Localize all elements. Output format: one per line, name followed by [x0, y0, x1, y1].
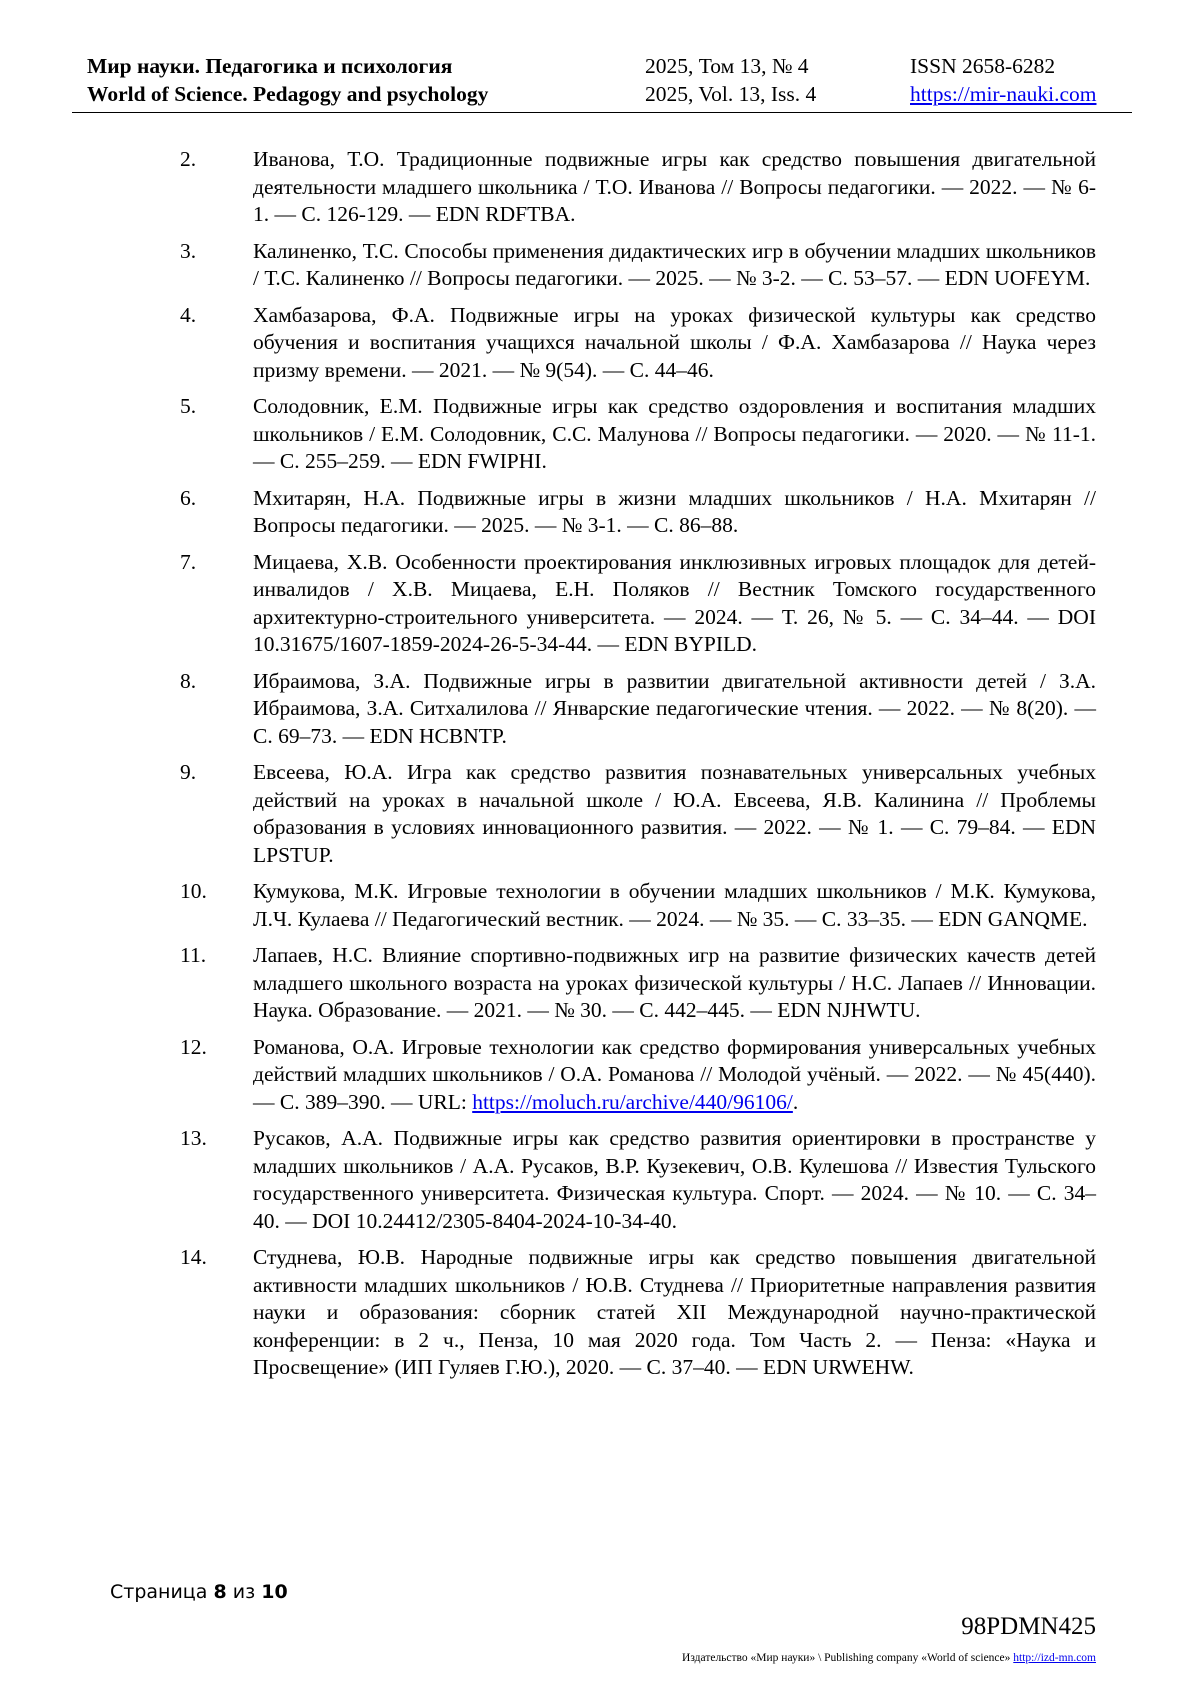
publisher-text: Издательство «Мир науки» \ Publishing company «World of science»	[682, 1652, 1011, 1664]
issue-info-block	[645, 52, 816, 108]
reference-text: Ибраимова, З.А. Подвижные игры в развитии двигательной активности детей / З.А. Ибраимова, З.А. Ситхалилова // Январские педагогические чтения. — 2022. — № 8(20). — С. 69–73. — EDN HCBNTP.	[253, 668, 1096, 748]
reference-text: Калиненко, Т.С. Способы применения дидактических игр в обучении младших школьников / Т.С. Калиненко // Вопросы педагогики. — 2025. — № 3-2. — С. 53–57. — EDN UOFEYM.	[253, 238, 1096, 290]
reference-item	[180, 238, 1096, 293]
reference-item	[180, 759, 1096, 869]
publisher-site-link[interactable]: http://izd-mn.com	[1013, 1652, 1096, 1664]
reference-item	[180, 302, 1096, 385]
reference-number: 9.	[180, 760, 197, 784]
journal-title-ru: Мир науки. Педагогика и психология	[87, 54, 453, 78]
total-pages: 10	[261, 1581, 288, 1603]
journal-website-link[interactable]: https://mir-nauki.com	[910, 82, 1097, 106]
reference-item	[180, 1034, 1096, 1117]
issue-info-ru: 2025, Том 13, № 4	[645, 54, 809, 78]
reference-text: Кумукова, М.К. Игровые технологии в обучении младших школьников / М.К. Кумукова, Л.Ч. Кулаева // Педагогический вестник. — 2024. — № 35. — С. 33–35. — EDN GANQME.	[253, 879, 1096, 931]
issn-number: ISSN 2658-6282	[910, 54, 1056, 78]
current-page-number: 8	[213, 1581, 227, 1603]
reference-number: 8.	[180, 668, 197, 693]
reference-text: Евсеева, Ю.А. Игра как средство развития познавательных универсальных учебных действий на уроках в начальной школе / Ю.А. Евсеева, Я.В. Калинина // Проблемы образования в условиях инновационного развития. — 2022. — № 1. — С. 79–84. — EDN LPSTUP.	[253, 760, 1096, 867]
reference-number: 4.	[180, 302, 197, 327]
reference-number: 7.	[180, 549, 197, 574]
reference-number: 3.	[180, 238, 197, 263]
journal-title-block	[87, 52, 488, 108]
reference-number: 11.	[180, 943, 207, 967]
reference-item	[180, 549, 1096, 659]
journal-title-en: World of Science. Pedagogy and psychology	[87, 82, 489, 106]
reference-number: 13.	[180, 1126, 207, 1150]
reference-text: Солодовник, Е.М. Подвижные игры как средство оздоровления и воспитания младших школьников / Е.М. Солодовник, С.С. Малунова // Вопросы педагогики. — 2020. — № 11-1. — С. 255–259. — EDN FWIPHI.	[253, 394, 1096, 473]
reference-item	[180, 668, 1096, 751]
page-header	[72, 52, 1132, 113]
reference-text: Хамбазарова, Ф.А. Подвижные игры на уроках физической культуры как средство обучения и воспитания учащихся начальной школы / Ф.А. Хамбазарова // Наука через призму времени. — 2021. — № 9(54). — С. 44–46.	[253, 302, 1096, 382]
reference-item	[180, 942, 1096, 1025]
reference-item	[180, 1125, 1096, 1235]
reference-list	[180, 146, 1096, 1391]
reference-text: Романова, О.А. Игровые технологии как средство формирования универсальных учебных действий младших школьников / О.А. Романова // Молодой учёный. — 2022. — № 45(440). — С. 389–390. — URL: https://moluch.ru/archive/440/96106/.	[253, 1034, 1096, 1114]
page-indicator: Страница 8 из 10	[110, 1581, 288, 1603]
reference-item	[180, 878, 1096, 933]
reference-number: 12.	[180, 1034, 207, 1059]
reference-item	[180, 485, 1096, 540]
reference-item	[180, 1244, 1096, 1382]
reference-item	[180, 393, 1096, 476]
reference-number: 5.	[180, 394, 197, 418]
reference-number: 14.	[180, 1245, 207, 1269]
reference-number: 2.	[180, 147, 197, 171]
issn-block	[910, 52, 1096, 108]
issue-info-en: 2025, Vol. 13, Iss. 4	[645, 82, 817, 106]
reference-text: Мхитарян, Н.А. Подвижные игры в жизни младших школьников / Н.А. Мхитарян // Вопросы педагогики. — 2025. — № 3-1. — С. 86–88.	[253, 485, 1096, 537]
reference-number: 6.	[180, 485, 197, 510]
reference-text: Русаков, А.А. Подвижные игры как средство развития ориентировки в пространстве у младших школьников / А.А. Русаков, В.Р. Кузекевич, О.В. Кулешова // Известия Тульского государственного университета. Физическая культура. Спорт. — 2024. — № 10. — С. 34–40. — DOI 10.24412/2305-8404-2024-10-34-40.	[253, 1126, 1096, 1233]
publisher-line	[682, 1652, 1096, 1664]
reference-text: Иванова, Т.О. Традиционные подвижные игры как средство повышения двигательной деятельности младшего школьника / Т.О. Иванова // Вопросы педагогики. — 2022. — № 6-1. — С. 126-129. — EDN RDFTBA.	[253, 147, 1096, 226]
article-code: 98PDMN425	[961, 1613, 1096, 1640]
reference-text: Студнева, Ю.В. Народные подвижные игры как средство повышения двигательной активности младших школьников / Ю.В. Студнева // Приоритетные направления развития науки и образования: сборник статей XII Международной научно-практической конференции: в 2 ч., Пенза, 10 мая 2020 года. Том Часть 2. — Пенза: «Наука и Просвещение» (ИП Гуляев Г.Ю.), 2020. — С. 37–40. — EDN URWEHW.	[253, 1245, 1096, 1379]
reference-text: Мицаева, Х.В. Особенности проектирования инклюзивных игровых площадок для детей-инвалидов / Х.В. Мицаева, Е.Н. Поляков // Вестник Томского государственного архитектурно-строительного университета. — 2024. — Т. 26, № 5. — С. 34–44. — DOI 10.31675/1607-1859-2024-26-5-34-44. — EDN BYPILD.	[253, 549, 1096, 656]
reference-url-link[interactable]: https://moluch.ru/archive/440/96106/	[472, 1089, 793, 1114]
reference-number: 10.	[180, 879, 207, 903]
reference-item	[180, 146, 1096, 229]
reference-text: Лапаев, Н.С. Влияние спортивно-подвижных игр на развитие физических качеств детей младшего школьного возраста на уроках физической культуры / Н.С. Лапаев // Инновации. Наука. Образование. — 2021. — № 30. — С. 442–445. — EDN NJHWTU.	[253, 943, 1096, 1022]
